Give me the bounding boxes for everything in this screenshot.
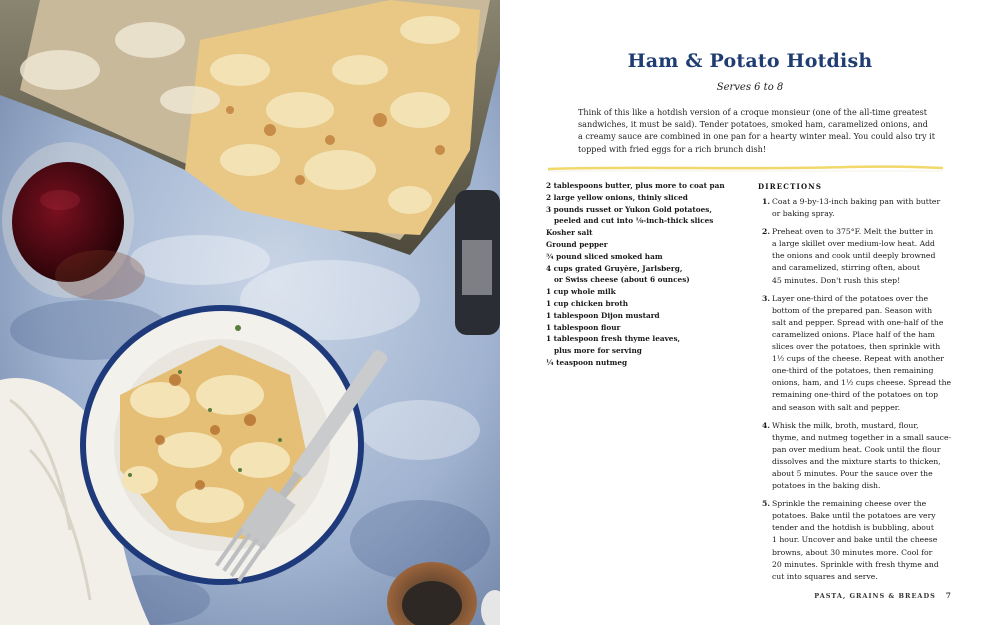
step-line: 1½ cups of the cheese. Repeat with another — [772, 354, 944, 364]
step-line: thyme, and nutmeg together in a small sauce- — [772, 432, 952, 442]
step-line: potatoes. Bake until the potatoes are very — [772, 511, 936, 521]
ingredient-text: ¼ teaspoon nutmeg — [546, 357, 628, 367]
direction-step — [762, 293, 952, 414]
ingredient-item — [546, 204, 736, 228]
direction-step — [762, 196, 947, 220]
step-line: remaining one-third of the potatoes on top — [772, 390, 939, 400]
ingredient-item — [546, 298, 736, 310]
step-number: 2. — [762, 227, 771, 237]
ingredient-text: 1 tablespoon Dijon mustard — [546, 310, 660, 320]
intro-line: topped with fried eggs for a rich brunch dish! — [578, 143, 767, 154]
ingredient-item — [546, 239, 736, 251]
step-number: 3. — [762, 293, 771, 303]
step-line: cut into squares and serve. — [772, 571, 878, 581]
step-line: the onions and cook until deeply browned — [772, 251, 936, 261]
step-number: 1. — [762, 197, 771, 206]
step-line: about 5 minutes. Pour the sauce over the — [772, 468, 933, 478]
ingredient-text: 1 cup whole milk — [546, 287, 616, 297]
ingredient-text-continued: plus more for serving — [554, 346, 642, 356]
step-line: Coat a 9-by-13-inch baking pan with butter — [772, 197, 941, 206]
step-line: salt and pepper. Spread with one-half of the — [772, 317, 944, 327]
recipe-intro — [578, 106, 936, 155]
ingredient-text: 3 pounds russet or Yukon Gold potatoes, — [546, 204, 712, 214]
ingredient-item — [546, 251, 736, 263]
ingredient-item — [546, 263, 736, 287]
ingredient-text: 4 cups grated Gruyère, Jarlsberg, — [546, 263, 683, 273]
ingredient-text: Ground pepper — [546, 239, 608, 249]
ingredient-item — [546, 310, 736, 322]
step-line: potatoes in the baking dish. — [772, 481, 881, 491]
ingredient-text-continued: peeled and cut into ⅛-inch-thick slices — [554, 216, 714, 226]
step-line: onions, ham, and 1½ cups cheese. Spread the — [772, 378, 952, 388]
step-line: Layer one-third of the potatoes over the — [772, 293, 929, 303]
ingredient-text: 2 large yellow onions, thinly sliced — [546, 192, 688, 202]
ingredient-item — [546, 192, 736, 204]
step-line: and season with salt and pepper. — [772, 402, 901, 412]
step-line: caramelized onions. Place half of the ham — [772, 329, 935, 339]
step-line: browns, about 30 minutes more. Cool for — [772, 547, 933, 557]
intro-line: sandwiches, it must be said). Tender potatoes, smoked ham, caramelized onions, and — [578, 119, 928, 130]
intro-line: Think of this like a hotdish version of a croque monsieur (one of the all-time greatest — [578, 107, 928, 117]
ingredient-text: ¾ pound sliced smoked ham — [546, 251, 663, 261]
ingredient-item — [546, 286, 736, 298]
step-line: Whisk the milk, broth, mustard, flour, — [772, 420, 919, 430]
page-footer — [814, 591, 952, 600]
page-number: 7 — [945, 591, 952, 600]
step-number: 4. — [762, 420, 771, 430]
ingredient-text: 1 tablespoon flour — [546, 322, 621, 332]
ingredient-text: 1 cup chicken broth — [546, 298, 629, 308]
direction-step — [762, 226, 947, 286]
step-line: pan over medium heat. Cook until the flour — [772, 444, 941, 454]
ingredient-item — [546, 333, 736, 357]
ingredient-text: 2 tablespoons butter, plus more to coat pan — [546, 181, 725, 190]
ingredient-item — [546, 227, 736, 239]
intro-line: a creamy sauce are combined in one pan for a hearty winter meal. You could also try it — [578, 131, 936, 142]
step-line: dissolves and the mixture starts to thicken, — [772, 456, 941, 466]
step-line: 1 hour. Uncover and bake until the cheese — [772, 535, 938, 545]
ingredient-item — [546, 180, 736, 192]
ingredients-list — [546, 180, 736, 369]
step-line: or baking spray. — [772, 209, 835, 219]
direction-step — [762, 498, 947, 583]
step-line: 45 minutes. Don't rush this step! — [772, 275, 901, 285]
step-line: one-third of the potatoes, then remaining — [772, 366, 934, 376]
step-line: 20 minutes. Sprinkle with fresh thyme and — [772, 559, 939, 569]
directions-list — [762, 196, 952, 589]
step-line: and caramelized, stirring often, about — [772, 263, 920, 273]
step-line: bottom of the prepared pan. Season with — [772, 305, 933, 315]
serving-size: Serves 6 to 8 — [716, 82, 784, 93]
ingredient-item — [546, 357, 736, 369]
ingredient-item — [546, 322, 736, 334]
recipe-page — [500, 0, 1000, 625]
decorative-rule — [548, 163, 943, 173]
ingredient-text-continued: or Swiss cheese (about 6 ounces) — [554, 275, 690, 285]
step-line: Preheat oven to 375°F. Melt the butter in — [772, 227, 934, 237]
step-line: tender and the hotdish is bubbling, about — [772, 523, 934, 533]
directions-heading: DIRECTIONS — [758, 182, 823, 191]
step-line: a large skillet over medium-low heat. Add — [772, 239, 935, 249]
ingredient-text: 1 tablespoon fresh thyme leaves, — [546, 334, 681, 344]
section-name: PASTA, GRAINS & BREADS — [814, 592, 936, 600]
recipe-title: Ham & Potato Hotdish — [627, 50, 873, 72]
direction-step — [762, 420, 952, 493]
step-line: Sprinkle the remaining cheese over the — [772, 499, 927, 509]
step-line: slices over the potatoes, then sprinkle with — [772, 342, 941, 352]
step-number: 5. — [762, 499, 771, 509]
ingredient-text: Kosher salt — [546, 228, 593, 238]
